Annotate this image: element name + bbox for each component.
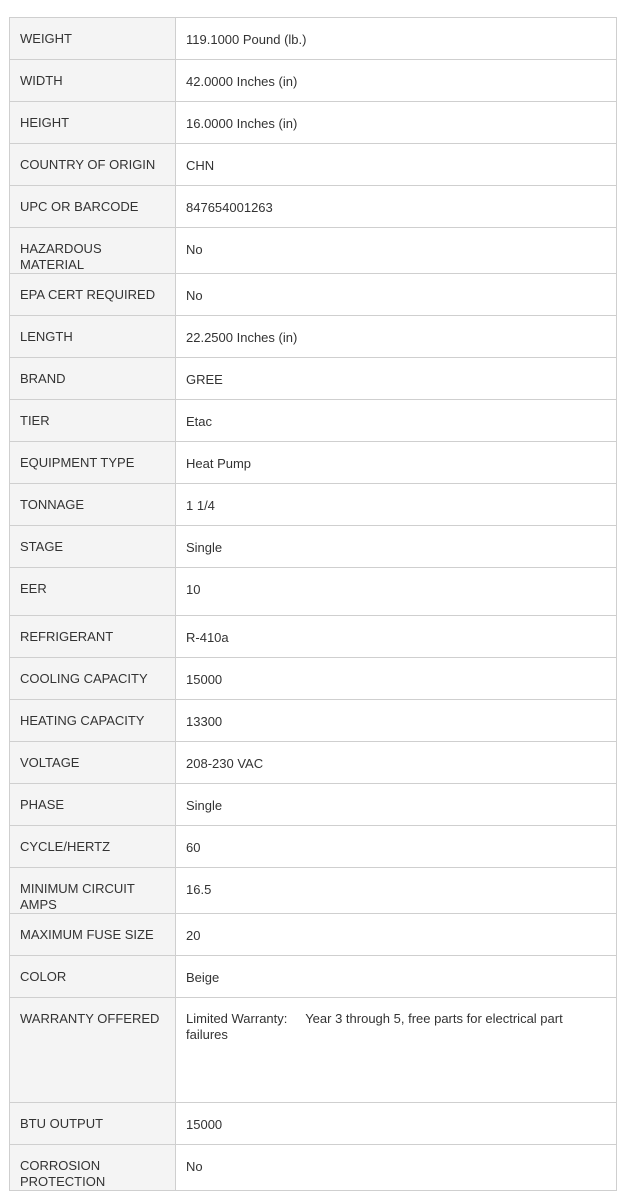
spec-label: VOLTAGE xyxy=(10,742,176,784)
spec-label: COUNTRY OF ORIGIN xyxy=(10,144,176,186)
table-row xyxy=(10,102,617,144)
spec-value: GREE xyxy=(176,358,617,400)
table-row xyxy=(10,316,617,358)
spec-label: WIDTH xyxy=(10,60,176,102)
table-row xyxy=(10,358,617,400)
spec-value: Beige xyxy=(176,956,617,998)
spec-label: REFRIGERANT xyxy=(10,616,176,658)
spec-label: HEATING CAPACITY xyxy=(10,700,176,742)
spec-value: No xyxy=(176,1145,617,1191)
spec-value: No xyxy=(176,274,617,316)
spec-label: BTU OUTPUT xyxy=(10,1103,176,1145)
spec-label: STAGE xyxy=(10,526,176,568)
table-row xyxy=(10,400,617,442)
table-row xyxy=(10,442,617,484)
spec-value: Single xyxy=(176,784,617,826)
table-row xyxy=(10,144,617,186)
spec-value: 42.0000 Inches (in) xyxy=(176,60,617,102)
spec-value: 15000 xyxy=(176,658,617,700)
table-row xyxy=(10,186,617,228)
table-row xyxy=(10,700,617,742)
table-row xyxy=(10,18,617,60)
spec-label: TIER xyxy=(10,400,176,442)
table-row xyxy=(10,60,617,102)
table-row xyxy=(10,826,617,868)
spec-label: EQUIPMENT TYPE xyxy=(10,442,176,484)
table-row xyxy=(10,484,617,526)
spec-value: 13300 xyxy=(176,700,617,742)
spec-value: 10 xyxy=(176,568,617,616)
spec-value: Limited Warranty: Year 3 through 5, free parts for electrical part failures xyxy=(176,998,617,1103)
table-row xyxy=(10,998,617,1103)
table-row xyxy=(10,616,617,658)
spec-label: CYCLE/HERTZ xyxy=(10,826,176,868)
spec-value: 847654001263 xyxy=(176,186,617,228)
spec-value: CHN xyxy=(176,144,617,186)
table-row xyxy=(10,658,617,700)
spec-value: 1 1/4 xyxy=(176,484,617,526)
table-row xyxy=(10,526,617,568)
product-specifications-table xyxy=(9,17,617,1191)
spec-label: COLOR xyxy=(10,956,176,998)
spec-value: 22.2500 Inches (in) xyxy=(176,316,617,358)
table-row xyxy=(10,868,617,914)
spec-value: 60 xyxy=(176,826,617,868)
spec-value: 20 xyxy=(176,914,617,956)
table-row xyxy=(10,742,617,784)
spec-label: COOLING CAPACITY xyxy=(10,658,176,700)
spec-value: 15000 xyxy=(176,1103,617,1145)
spec-label: CORROSION PROTECTION xyxy=(10,1145,176,1191)
spec-label: BRAND xyxy=(10,358,176,400)
spec-value: R-410a xyxy=(176,616,617,658)
spec-label: WEIGHT xyxy=(10,18,176,60)
table-row xyxy=(10,784,617,826)
table-row xyxy=(10,274,617,316)
spec-label: HAZARDOUS MATERIAL xyxy=(10,228,176,274)
spec-value: Heat Pump xyxy=(176,442,617,484)
spec-label: HEIGHT xyxy=(10,102,176,144)
spec-label: TONNAGE xyxy=(10,484,176,526)
spec-label: PHASE xyxy=(10,784,176,826)
table-row xyxy=(10,568,617,616)
spec-label: WARRANTY OFFERED xyxy=(10,998,176,1103)
spec-label: LENGTH xyxy=(10,316,176,358)
table-row xyxy=(10,1145,617,1191)
spec-value: Etac xyxy=(176,400,617,442)
spec-value: 16.5 xyxy=(176,868,617,914)
spec-value: No xyxy=(176,228,617,274)
spec-value: 119.1000 Pound (lb.) xyxy=(176,18,617,60)
spec-label: EPA CERT REQUIRED xyxy=(10,274,176,316)
table-row xyxy=(10,956,617,998)
spec-table-body xyxy=(10,18,617,1191)
table-row xyxy=(10,1103,617,1145)
spec-label: EER xyxy=(10,568,176,616)
spec-value: 16.0000 Inches (in) xyxy=(176,102,617,144)
table-row xyxy=(10,914,617,956)
table-row xyxy=(10,228,617,274)
spec-value: Single xyxy=(176,526,617,568)
spec-label: MAXIMUM FUSE SIZE xyxy=(10,914,176,956)
spec-label: UPC OR BARCODE xyxy=(10,186,176,228)
spec-label: MINIMUM CIRCUIT AMPS xyxy=(10,868,176,914)
spec-value: 208-230 VAC xyxy=(176,742,617,784)
